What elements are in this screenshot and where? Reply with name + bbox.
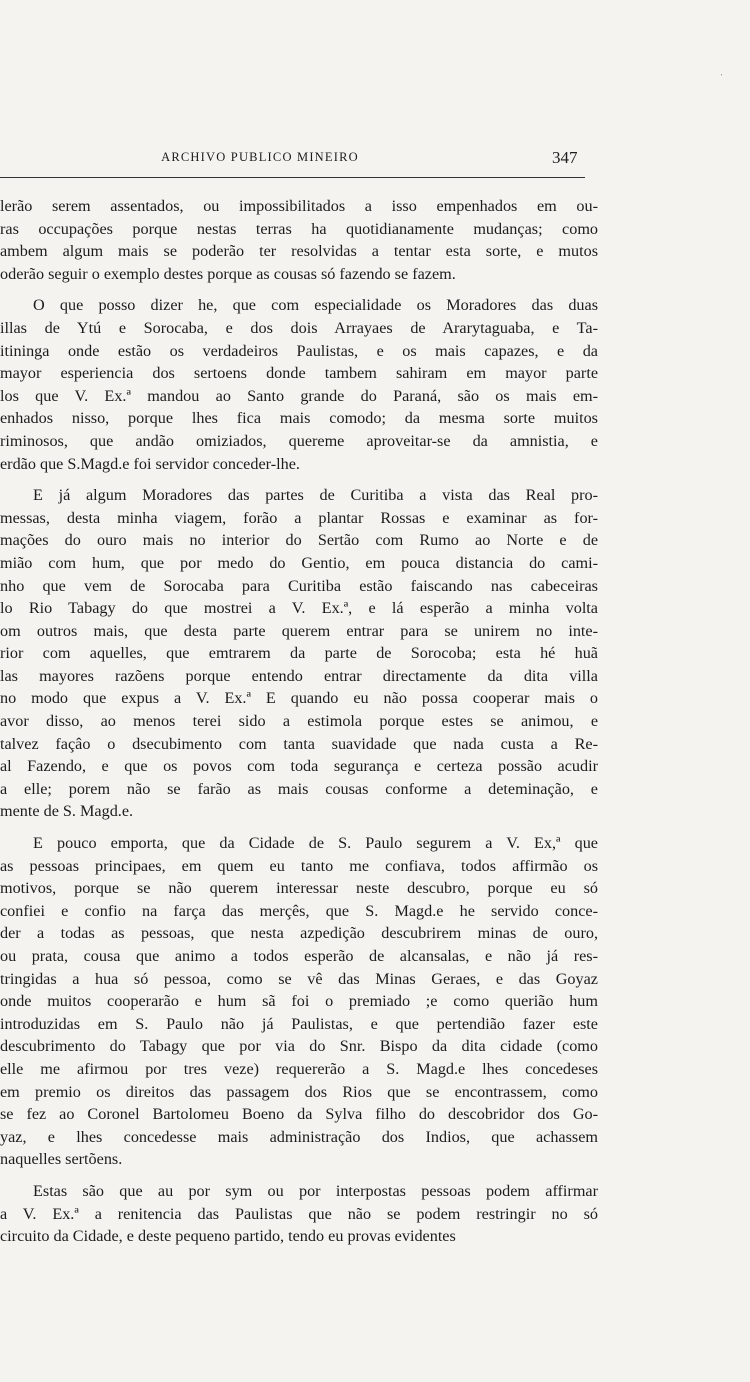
text-line: confiei e confio na farça das merçês, que S. Magd.e he servido conce- bbox=[0, 901, 598, 920]
text-line: em premio os direitos das passagem dos Rios que se encontrassem, como bbox=[0, 1082, 598, 1101]
page-number: 347 bbox=[552, 148, 578, 167]
text-line: illas de Ytú e Sorocaba, e dos dois Arrayaes de Ararytaguaba, e Ta- bbox=[0, 318, 598, 337]
text-line: E já algum Moradores das partes de Curitiba a vista das Real pro- bbox=[33, 486, 598, 505]
text-line: riminosos, que andão omiziados, quereme aproveitar-se da amnistia, e bbox=[0, 431, 598, 450]
stray-mark: ' bbox=[721, 73, 723, 81]
text-line: mayor esperiencia dos sertoens donde tambem sahiram em mayor parte bbox=[0, 364, 598, 383]
text-line: talvez façâo o dsecubimento com tanta suavidade que nada custa a Re- bbox=[0, 734, 598, 753]
text-line: las mayores razõens porque entendo entrar directamente da dita villa bbox=[0, 666, 598, 685]
body-text bbox=[0, 195, 598, 1257]
text-line: los que V. Ex.ª mandou ao Santo grande do Paraná, são os mais em- bbox=[0, 386, 598, 405]
paragraph bbox=[0, 195, 598, 285]
text-line: erdão que S.Magd.e foi servidor conceder-lhe. bbox=[0, 454, 300, 473]
text-line: circuito da Cidade, e deste pequeno partido, tendo eu provas evidentes bbox=[0, 1227, 456, 1246]
text-line: yaz, e lhes concedesse mais administração dos Indios, que achassem bbox=[0, 1127, 598, 1146]
page-header bbox=[0, 148, 585, 172]
text-line: itininga onde estão os verdadeiros Paulistas, e os mais capazes, e da bbox=[0, 341, 598, 360]
paragraph bbox=[0, 832, 598, 1171]
text-line: naquelles sertõens. bbox=[0, 1150, 123, 1169]
text-line: lerão serem assentados, ou impossibilitados a isso empenhados em ou- bbox=[0, 197, 598, 215]
text-line: mente de S. Magd.e. bbox=[0, 802, 134, 821]
running-head: ARCHIVO PUBLICO MINEIRO bbox=[161, 150, 359, 164]
text-line: mações do ouro mais no interior do Sertão com Rumo ao Norte e de bbox=[0, 531, 598, 550]
text-line: avor disso, ao menos terei sido a estimola porque estes se animou, e bbox=[0, 712, 598, 731]
text-line: onde muitos cooperarão e hum sã foi o premiado ;e como querião hum bbox=[0, 992, 598, 1011]
text-line: a V. Ex.ª a renitencia das Paulistas que não se podem restringir no só bbox=[0, 1204, 598, 1223]
text-line: ambem algum mais se poderão ter resolvidas a tentar esta sorte, e mutos bbox=[0, 242, 598, 261]
paragraph bbox=[0, 1180, 598, 1248]
text-line: messas, desta minha viagem, forão a plantar Rossas e examinar as for- bbox=[0, 508, 598, 527]
text-line: nho que vem de Sorocaba para Curitiba estão faiscando nas cabeceiras bbox=[0, 576, 598, 595]
paragraph bbox=[0, 294, 598, 475]
paragraph bbox=[0, 484, 598, 823]
header-rule bbox=[0, 177, 585, 178]
text-line: ras occupações porque nestas terras ha quotidianamente mudanças; como bbox=[0, 219, 598, 238]
text-line: ou prata, cousa que animo a todos esperão de alcansalas, e não já res- bbox=[0, 947, 598, 965]
text-line: motivos, porque se não querem interessar neste descubro, porque eu só bbox=[0, 879, 598, 898]
text-line: O que posso dizer he, que com especialidade os Moradores das duas bbox=[33, 296, 598, 315]
text-line: se fez ao Coronel Bartolomeu Boeno da Sylva filho do descobridor dos Go- bbox=[0, 1105, 598, 1124]
text-line: as pessoas principaes, em quem eu tanto me confiava, todos affirmão os bbox=[0, 856, 598, 875]
text-line: om outros mais, que desta parte querem entrar para se unirem no inte- bbox=[0, 621, 598, 640]
text-line: oderão seguir o exemplo destes porque as cousas só fazendo se fazem. bbox=[0, 264, 456, 283]
text-line: lo Rio Tabagy do que mostrei a V. Ex.ª, e lá esperão a minha volta bbox=[0, 599, 598, 618]
text-line: enhados nisso, porque lhes fica mais comodo; da mesma sorte muitos bbox=[0, 409, 598, 428]
text-line: mião com hum, que por medo do Gentio, em pouca distancia do cami- bbox=[0, 553, 598, 572]
text-line: tringidas a hua só pessoa, como se vê das Minas Geraes, e das Goyaz bbox=[0, 969, 598, 988]
text-line: al Fazendo, e que os povos com toda segurança e certeza possão acudir bbox=[0, 757, 598, 776]
text-line: der a todas as pessoas, que nesta azpedição descubrirem minas de ouro, bbox=[0, 924, 598, 943]
text-line: a elle; porem não se farão as mais cousas conforme a deteminação, e bbox=[0, 779, 598, 798]
text-line: introduzidas em S. Paulo não já Paulistas, e que pertendião fazer este bbox=[0, 1014, 598, 1033]
text-line: E pouco emporta, que da Cidade de S. Paulo segurem a V. Ex,ª que bbox=[33, 834, 598, 853]
text-line: rior com aquelles, que emtrarem da parte de Sorocoba; esta hé huã bbox=[0, 644, 598, 663]
text-line: descubrimento do Tabagy que por via do Snr. Bispo da dita cidade (como bbox=[0, 1037, 598, 1056]
text-line: Estas são que au por sym ou por interpostas pessoas podem affirmar bbox=[33, 1181, 598, 1200]
text-line: elle me afirmou por tres veze) requererão a S. Magd.e lhes concedeses bbox=[0, 1059, 598, 1078]
text-line: no modo que expus a V. Ex.ª E quando eu não possa cooperar mais o bbox=[0, 689, 598, 708]
